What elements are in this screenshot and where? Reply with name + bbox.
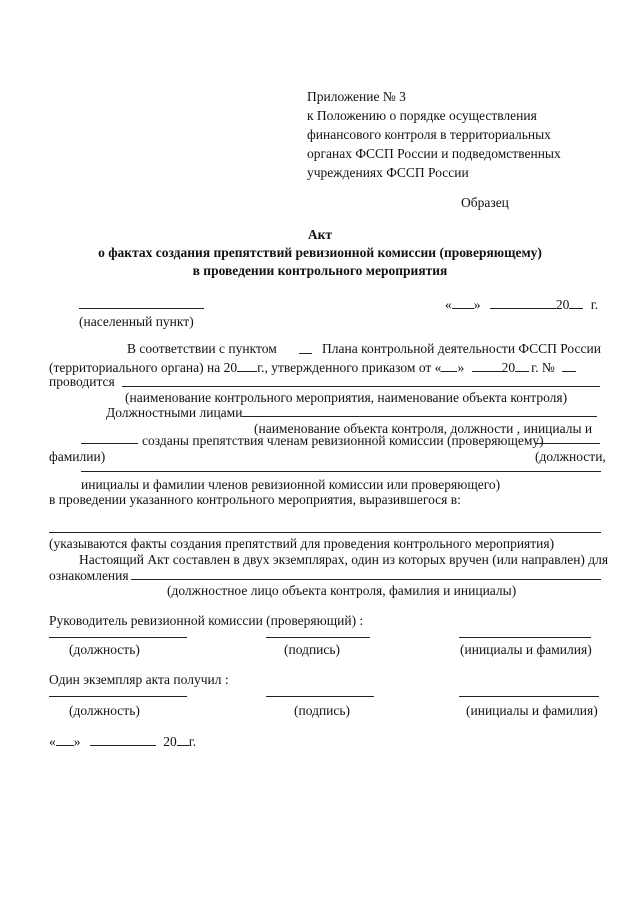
signature-caption: (подпись) — [294, 703, 351, 718]
signature-line — [266, 696, 374, 697]
document-title: Акт — [307, 227, 333, 242]
appendix-line: учреждениях ФССП России — [307, 165, 469, 180]
signature-line — [459, 637, 591, 638]
position-caption: (должность) — [69, 642, 140, 657]
year-suffix: г. — [590, 297, 599, 312]
appendix-line: органах ФССП России и подведомственных — [307, 146, 561, 161]
signature-line — [49, 637, 187, 638]
field-caption: (наименование объекта контроля, должности , инициалы и — [254, 421, 593, 436]
signature-caption: (подпись) — [284, 642, 341, 657]
body-text: проводится — [49, 374, 115, 389]
body-text: 20 — [501, 360, 516, 375]
blank-line — [81, 443, 138, 444]
date-open-quote: « — [49, 734, 56, 749]
blank-line — [441, 360, 457, 372]
year-prefix: 20 — [163, 734, 177, 749]
body-text: » — [457, 360, 465, 375]
body-text: созданы препятствия членам ревизионной комиссии (проверяющему) — [142, 433, 544, 448]
field-caption: (наименование контрольного мероприятия, наименование объекта контроля) — [125, 390, 568, 405]
place-caption: (населенный пункт) — [79, 314, 194, 329]
position-caption: (должность) — [69, 703, 140, 718]
document-subtitle: в проведении контрольного мероприятия — [192, 263, 448, 278]
appendix-line: финансового контроля в территориальных — [307, 127, 551, 142]
blank-line — [81, 471, 601, 472]
blank-line — [131, 579, 601, 580]
field-caption: (должности, — [535, 449, 606, 464]
sample-label: Образец — [461, 195, 509, 210]
body-line — [49, 360, 576, 375]
month-blank — [90, 734, 156, 746]
blank-line — [242, 416, 597, 417]
body-text: Плана контрольной деятельности ФССП России — [322, 341, 601, 356]
signature-line — [266, 637, 370, 638]
field-caption: фамилии) — [49, 449, 106, 464]
body-text: (территориального органа) на 20 — [49, 360, 238, 375]
appendix-line: Приложение № 3 — [307, 89, 406, 104]
body-text: в проведении указанного контрольного мероприятия, выразившегося в: — [49, 492, 461, 507]
initials-caption: (инициалы и фамилия) — [466, 703, 598, 718]
date-close-quote: » — [73, 734, 81, 749]
date-open-quote: « — [445, 297, 452, 312]
date-close-quote: » — [473, 297, 481, 312]
document-subtitle: о фактах создания препятствий ревизионной комиссии (проверяющему) — [98, 245, 542, 260]
signature-line — [49, 696, 187, 697]
blank-line — [49, 532, 601, 533]
blank-line — [299, 353, 312, 354]
year-prefix: 20 — [555, 297, 570, 312]
body-text: Должностными лицами — [106, 405, 243, 420]
field-caption: инициалы и фамилии членов ревизионной комиссии или проверяющего) — [81, 477, 501, 492]
appendix-line: к Положению о порядке осуществления — [307, 108, 537, 123]
final-date — [49, 734, 196, 749]
day-blank — [452, 297, 474, 309]
blank-line — [562, 360, 576, 372]
day-blank — [56, 734, 74, 746]
copy-received-label: Один экземпляр акта получил : — [49, 672, 229, 687]
blank-line — [515, 360, 529, 372]
body-text: г. № — [531, 360, 555, 375]
blank-line — [536, 443, 600, 444]
commission-head-label: Руководитель ревизионной комиссии (проверяющий) : — [49, 613, 364, 628]
initials-caption: (инициалы и фамилия) — [460, 642, 592, 657]
signature-line — [459, 696, 599, 697]
blank-line — [472, 360, 502, 372]
year-blank — [569, 297, 583, 309]
blank-line — [122, 386, 600, 387]
date-field — [445, 297, 598, 312]
body-text: Настоящий Акт составлен в двух экземплярах, один из которых вручен (или направлен) для — [79, 552, 609, 567]
body-text: ознакомления — [49, 568, 129, 583]
year-blank — [177, 734, 189, 746]
body-text: г., утвержденного приказом от « — [257, 360, 442, 375]
field-caption: (указываются факты создания препятствий для проведения контрольного мероприятия) — [49, 536, 555, 551]
year-suffix: г. — [188, 734, 197, 749]
place-line — [79, 308, 204, 309]
body-text: В соответствии с пунктом — [127, 341, 277, 356]
blank-line — [237, 360, 257, 372]
month-blank — [490, 297, 556, 309]
field-caption: (должностное лицо объекта контроля, фамилия и инициалы) — [167, 583, 517, 598]
